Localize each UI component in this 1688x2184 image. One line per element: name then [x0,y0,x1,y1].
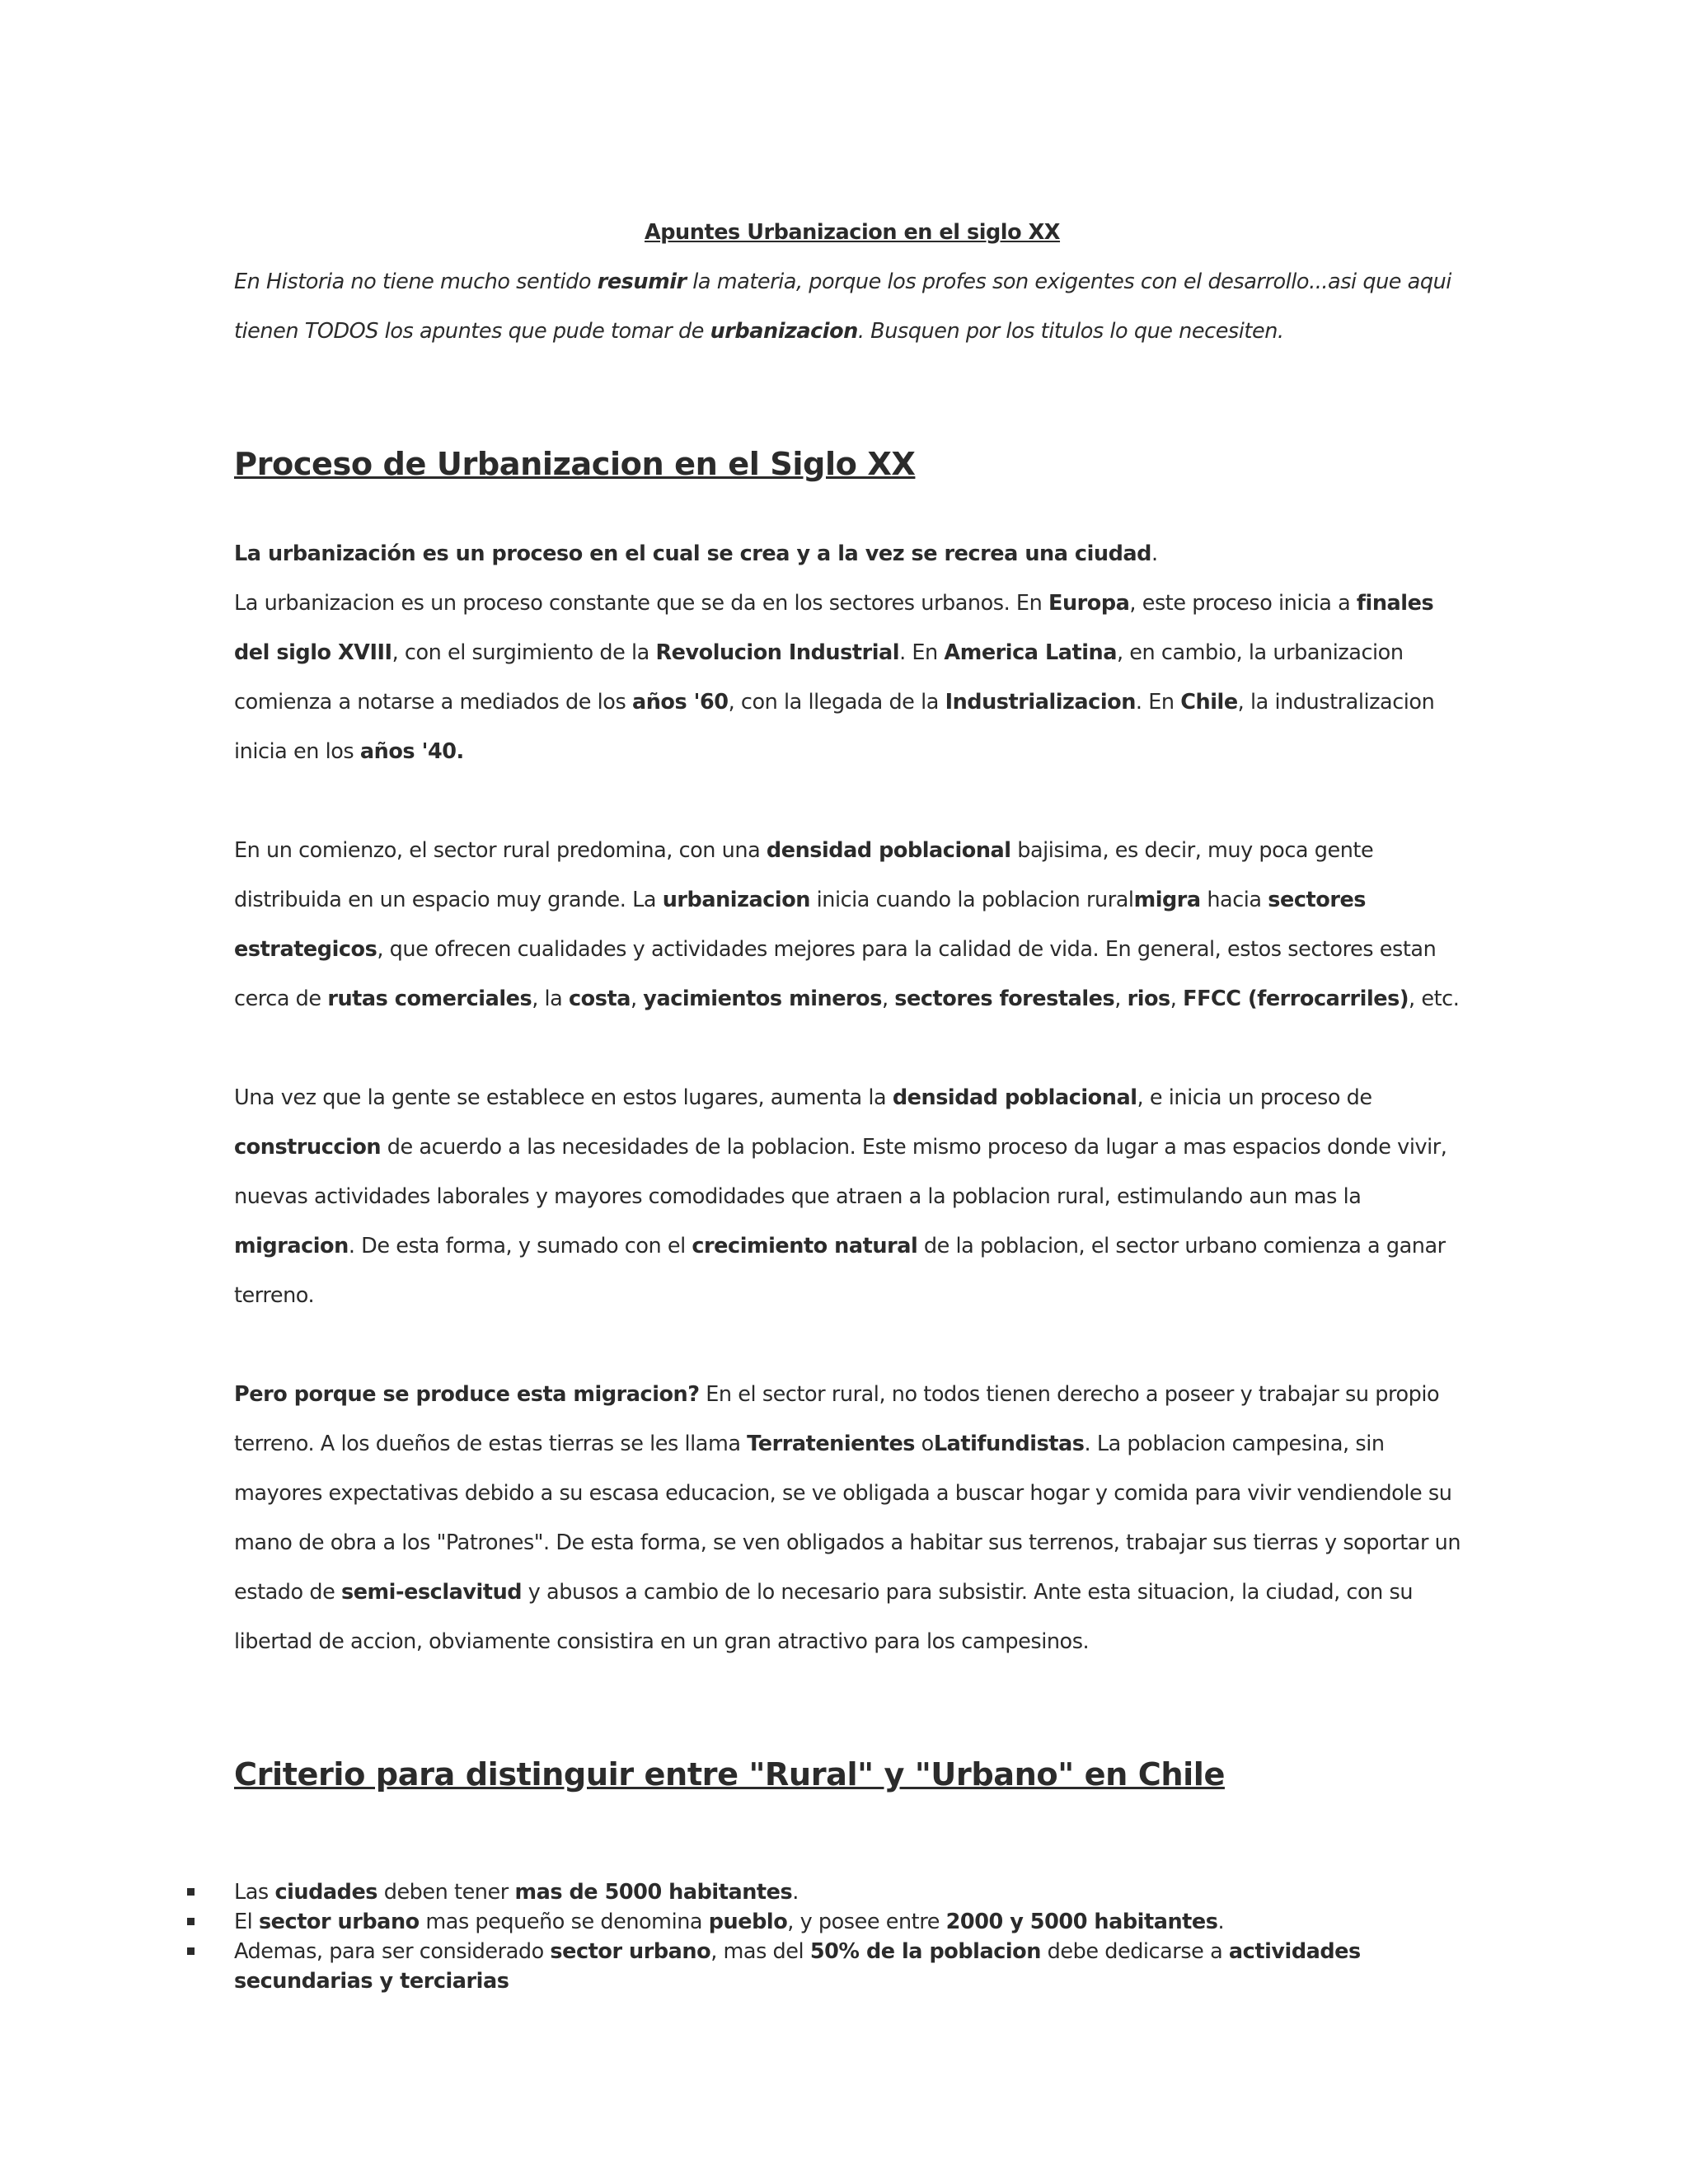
text-run: debe dedicarse a [1040,1939,1229,1964]
bold-run: Chile [1180,690,1238,715]
bold-run: actividades secundarias y terciarias [234,1939,1361,1994]
text-run: , este proceso inicia a [1129,591,1357,616]
text-run: , etc. [1409,987,1460,1011]
text-run: , [1114,987,1128,1011]
bold-run: densidad poblacional [766,838,1011,863]
document-title: Apuntes Urbanizacion en el siglo XX [644,220,1061,245]
text-run: . De esta forma, y sumado con el [348,1234,692,1258]
bold-run: sectores forestales [894,987,1115,1011]
text-run: o [915,1432,934,1456]
intro-text: la materia, porque los profes son exigentes con el desarrollo...asi que aqui tienen TODOS los apuntes que pude tomar de [234,269,1451,344]
bold-run: Europa [1048,591,1130,616]
bold-run: años '40. [359,739,464,764]
paragraph-comienzo [234,826,1470,1024]
bold-run: Revolucion Industrial [655,640,900,665]
text-run: , con la llegada de la [728,690,945,715]
list-item [234,1877,1470,1907]
bold-run: costa [569,987,631,1011]
intro-paragraph [234,257,1470,356]
paragraph-migracion [234,1370,1470,1666]
bold-run: migra [1133,888,1201,912]
bold-run: finales del siglo XVIII [234,591,1434,665]
bold-run: pueblo [708,1910,788,1934]
bold-run: Terratenientes [747,1432,916,1456]
bold-run: America Latina [944,640,1117,665]
bold-run: construccion [234,1135,382,1160]
bold-run: rutas comerciales [327,987,532,1011]
bold-run: densidad poblacional [892,1085,1137,1110]
text-run: , [881,987,895,1011]
bold-run: migracion [234,1234,349,1258]
lead-end: . [1151,541,1158,566]
text-run: bajisima, es decir, muy poca gente distribuida en un espacio muy grande. La [234,838,1374,912]
bold-run: Pero porque se produce esta migracion? [234,1382,700,1407]
text-run: de acuerdo a las necesidades de la poblacion. Este mismo proceso da lugar a mas espacios donde vivir, nuevas actividades laborales y mayores comodidades que atraen a la poblacion rural, estimulando aun mas la [234,1135,1447,1209]
text-run: , con el surgimiento de la [392,640,656,665]
lead-sentence [234,529,1470,579]
text-run: Una vez que la gente se establece en estos lugares, aumenta la [234,1085,893,1110]
document-content [234,216,1470,1994]
text-run: inicia cuando la poblacion rural [809,888,1134,912]
bold-run: urbanizacion [662,888,810,912]
text-run: , e inicia un proceso de [1137,1085,1372,1110]
text-run: En el sector rural, no todos tienen derecho a poseer y trabajar su propio terreno. A los dueños de estas tierras se les llama [234,1382,1440,1456]
intro-text: . Busquen por los titulos lo que necesiten. [857,319,1284,344]
square-bullet-icon [187,1918,195,1925]
text-run: , mas del [710,1939,810,1964]
text-run: y abusos a cambio de lo necesario para subsistir. Ante esta situacion, la ciudad, con su libertad de accion, obviamente consistira en un gran atractivo para los campesinos. [234,1580,1414,1654]
bold-run: sector urbano [258,1910,420,1934]
text-run: . [1217,1910,1225,1934]
lead-bold: La urbanización es un proceso en el cual se crea y a la vez se recrea una ciudad [234,541,1151,566]
text-run: , en cambio, la urbanizacion comienza a notarse a mediados de los [234,640,1404,715]
text-run: , la [532,987,569,1011]
list-item [234,1937,1470,1996]
text-run: La urbanizacion es un proceso constante que se da en los sectores urbanos. En [234,591,1048,616]
list-item [234,1907,1470,1937]
bold-run: crecimiento natural [692,1234,918,1258]
text-run: Ademas, para ser considerado [234,1939,551,1964]
bold-run: mas de 5000 habitantes [514,1880,793,1905]
text-run: . En [899,640,945,665]
bold-run: 2000 y 5000 habitantes [945,1910,1218,1934]
text-run: , [630,987,644,1011]
section-heading-proceso: Proceso de Urbanizacion en el Siglo XX [234,446,916,483]
intro-text: En Historia no tiene mucho sentido [234,269,598,294]
bold-run: rios [1127,987,1170,1011]
paragraph-densidad [234,1073,1470,1320]
text-run: , y posee entre [787,1910,946,1934]
text-run: . [792,1880,799,1905]
intro-bold: resumir [597,269,687,294]
bold-run: años '60 [631,690,729,715]
text-run: . La poblacion campesina, sin mayores expectativas debido a su escasa educacion, se ve obligada a buscar hogar y comida para vivir vendiendole su mano de obra a los "Patrones". De esta forma, se ven obligados a habitar sus terrenos, trabajar sus tierras y soportar un estado de [234,1432,1461,1605]
square-bullet-icon [187,1888,195,1896]
bold-run: sector urbano [550,1939,711,1964]
bold-run: sectores estrategicos [234,888,1367,962]
square-bullet-icon [187,1947,195,1955]
criteria-list [234,1877,1470,1996]
intro-bold: urbanizacion [710,319,858,344]
text-run: En un comienzo, el sector rural predomina, con una [234,838,767,863]
text-run: El [234,1910,259,1934]
text-run: , la industralizacion inicia en los [234,690,1435,764]
bold-run: yacimientos mineros [643,987,882,1011]
text-run: , [1170,987,1184,1011]
text-run: , que ofrecen cualidades y actividades mejores para la calidad de vida. En general, estos sectores estan cerca de [234,937,1437,1011]
bold-run: ciudades [274,1880,378,1905]
bold-run: FFCC (ferrocarriles) [1183,987,1409,1011]
text-run: hacia [1200,888,1268,912]
bold-run: semi-esclavitud [340,1580,523,1605]
section-heading-criterio: Criterio para distinguir entre "Rural" y "Urbano" en Chile [234,1756,1225,1793]
text-run: deben tener [377,1880,515,1905]
bold-run: 50% de la poblacion [809,1939,1041,1964]
text-run: mas pequeño se denomina [419,1910,709,1934]
bold-run: Latifundistas [933,1432,1085,1456]
text-run: de la poblacion, el sector urbano comienza a ganar terreno. [234,1234,1446,1308]
paragraph-europa [234,579,1470,776]
text-run: . En [1135,690,1181,715]
text-run: Las [234,1880,275,1905]
bold-run: Industrializacion [945,690,1136,715]
